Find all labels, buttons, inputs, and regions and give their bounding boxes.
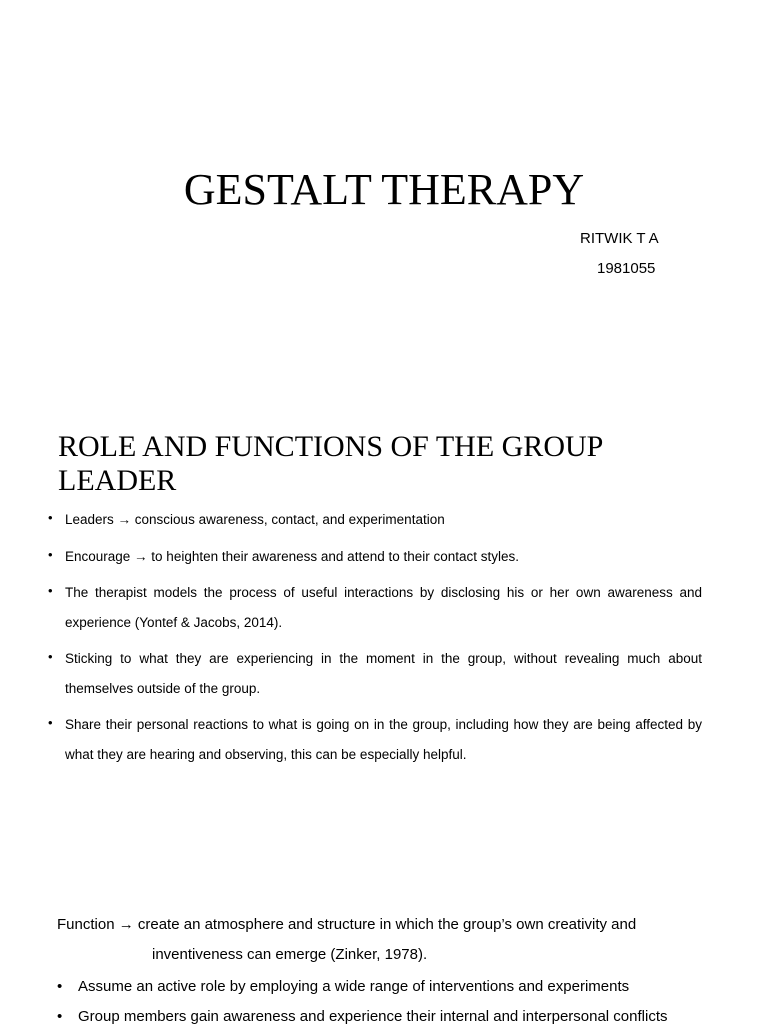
list-item-text: Leaders → conscious awareness, contact, and experimentation [65,512,445,527]
list-item-text: Encourage → to heighten their awareness and attend to their contact styles. [65,548,520,564]
list-item [48,644,702,703]
list-item-text: Share their personal reactions to what is going on in the group, including how they are being affected by what they are hearing and observing, this can be especially helpful. [65,717,702,762]
leader-roles-list [48,505,702,776]
bullet-icon: • [57,1008,63,1025]
bullet-icon: • [48,546,53,562]
list-item [48,578,702,637]
bullet-icon: • [48,649,53,664]
bullet-icon: • [57,978,63,995]
list-item [48,505,702,535]
author-name: RITWIK T A [580,230,659,247]
bullet-icon: • [48,583,53,598]
section-heading: ROLE AND FUNCTIONS OF THE GROUP LEADER [58,430,603,497]
list-item [48,542,702,572]
list-item-text: The therapist models the process of useful interactions by disclosing his or her own awareness and experience (Yontef & Jacobs, 2014). [65,585,702,630]
author-id: 1981055 [597,260,656,277]
list-item-text: Sticking to what they are experiencing in the moment in the group, without revealing much about themselves outside of the group. [65,651,702,696]
function-line-2: inventiveness can emerge (Zinker, 1978). [152,946,428,963]
function-line-1: Function → create an atmosphere and structure in which the group’s own creativity and [57,916,637,933]
list-item-text: Assume an active role by employing a wide range of interventions and experiments [78,978,630,995]
function-list [57,972,717,1032]
function-paragraph [57,910,715,970]
page-title: GESTALT THERAPY [183,165,585,214]
bullet-icon: • [48,715,53,730]
list-item [48,710,702,769]
list-item [57,1002,717,1032]
list-item [57,972,717,1002]
list-item-text: Group members gain awareness and experience their internal and interpersonal conflicts [78,1008,668,1025]
bullet-icon: • [48,510,53,525]
